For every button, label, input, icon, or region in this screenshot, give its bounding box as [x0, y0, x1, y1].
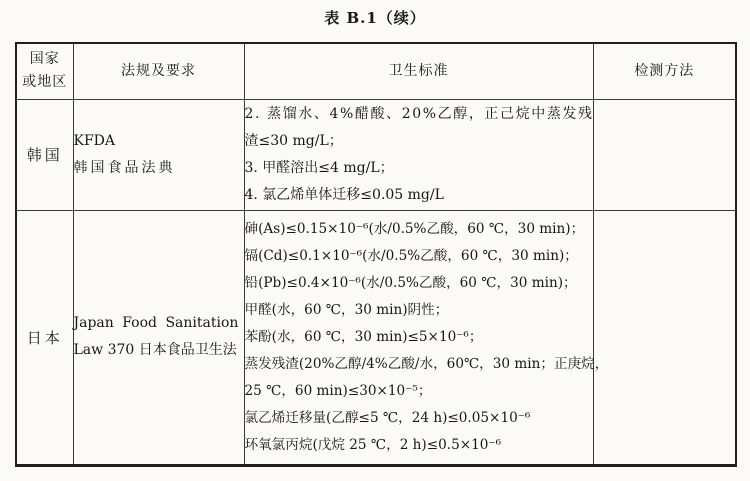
cell-country-korea: 韩国 [16, 99, 73, 210]
cell-country-japan: 日本 [16, 210, 73, 465]
header-method: 检测方法 [593, 43, 736, 99]
table-title: 表 B.1（续） [324, 9, 426, 27]
cell-regulation-korea: KFDA 韩国食品法典 [73, 99, 244, 210]
table-row-japan [16, 210, 736, 465]
standards-table [15, 42, 737, 467]
table-row-korea [16, 99, 736, 210]
cell-method-japan [593, 210, 736, 465]
cell-standard-japan: 砷(As)≤0.15×10⁻⁶(水/0.5%乙酸，60 ℃，30 min)； 镉(Cd)≤0.1×10⁻⁶(水/0.5%乙酸，60 ℃，30 min)； 铅(Pb)≤0.4×10⁻⁶(水/0.5%乙酸，60 ℃，30 min)； 甲醛(水，60 ℃，30 min)阴性； 苯酚(水，60 ℃，30 min)≤5×10⁻⁶； 蒸发残渣(20%乙醇/4%乙酸/水，60℃，30 min；正庚烷， 25 ℃，60 min)≤30×10⁻⁵； 氯乙烯迁移量(乙醇≤5 ℃，24 h)≤0.05×10⁻⁶ 环氧氯丙烷(戊烷 25 ℃，2 h)≤0.5×10⁻⁶ [244, 210, 593, 465]
table-header-row [16, 43, 736, 99]
header-regulation: 法规及要求 [73, 43, 244, 99]
cell-regulation-japan: Japan Food Sanitation Law 370 日本食品卫生法 [73, 210, 244, 465]
cell-method-korea [593, 99, 736, 210]
header-standard: 卫生标准 [244, 43, 593, 99]
cell-standard-korea: 2. 蒸馏水、4%醋酸、20%乙醇，正己烷中蒸发残 渣≤30 mg/L； 3. 甲醛溶出≤4 mg/L； 4. 氯乙烯单体迁移≤0.05 mg/L [244, 99, 593, 210]
header-country: 国家 或地区 [16, 43, 73, 99]
